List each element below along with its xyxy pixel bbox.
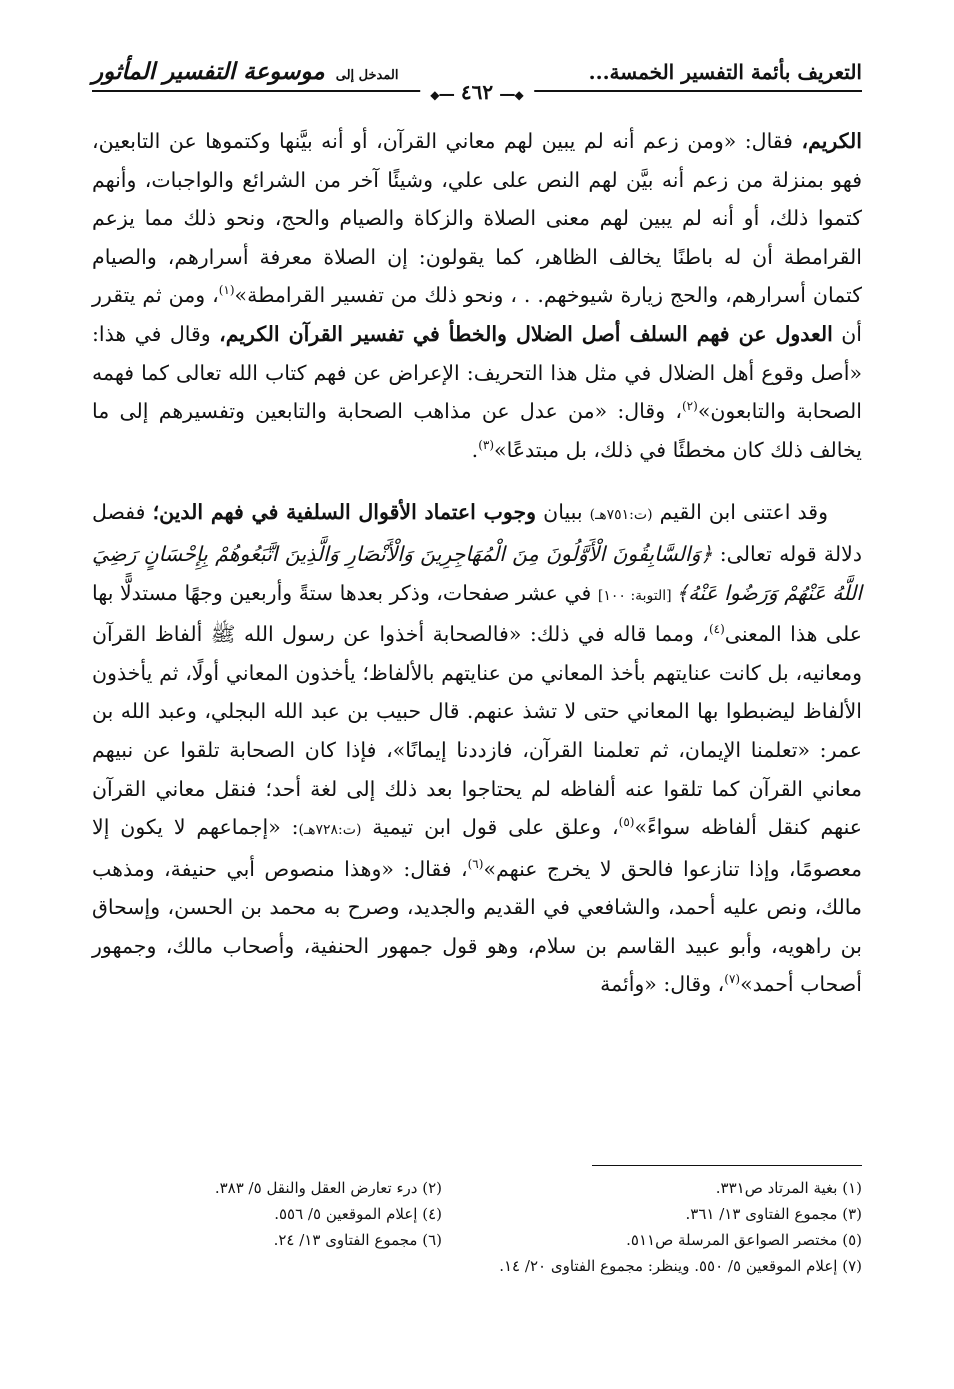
footnote-1: (١) بغية المرتاد ص٣٣١. xyxy=(715,1179,862,1197)
running-header xyxy=(92,56,862,104)
footnote-4: (٤) إعلام الموقعين ٥/ ٥٥٦. xyxy=(274,1205,442,1223)
footnote-grid xyxy=(62,1175,862,1253)
text-run: ، وقال: «من عدل عن مذاهب الصحابة والتابعين وتفسيرهم إلى ما يخالف ذلك كان مخطئًا في ذلك، بل مبتدعًا» xyxy=(92,399,862,462)
book-name-calligraphy: موسوعة التفسير المأثور xyxy=(92,58,325,85)
text-run: فقال: «ومن زعم أنه لم يبين لهم معاني القرآن، أو أنه بيَّنها وكتموها عن التابعين، فهو بمنزلة من زعم أنه بيَّن لهم النص على علي، وشيئًا آخر من الشرائع والواجبات، وأنهم كتموا ذلك، أو أنه لم يبين لهم معنى الصلاة والزكاة والصيام والحج، ونحو ذلك مما يزعم القرامطة أن له باطنًا يخالف الظاهر، كما يقولون: إن الصلاة معرفة أسرارهم، والصيام كتمان أسرارهم، والحج زيارة شيوخهم. . ، ونحو ذلك من تفسير القرامطة» xyxy=(92,129,862,308)
footnote-marker[interactable]: (٦) xyxy=(467,856,484,871)
death-date: (ت:٧٥١هـ) xyxy=(589,507,653,524)
main-text xyxy=(92,122,862,1004)
footnote-2: (٢) درء تعارض العقل والنقل ٥/ ٣٨٣. xyxy=(214,1179,442,1197)
text-run: ببيان xyxy=(536,500,590,525)
bold-phrase: الكريم، xyxy=(801,129,862,153)
text-run: ، ومما قاله في ذلك: «فالصحابة أخذوا عن رسول الله ﷺ ألفاظ القرآن ومعانيه، بل كانت عنايتهم بأخذ المعاني من عنايتهم بالألفاظ؛ يأخذون المعاني أولًا، ثم يأخذون الألفاظ ليضبطوا بها المعاني حتى لا تشذ عنهم. قال حبيب بن عبد الله البجلي، وعبد الله بن عمر: «تعلمنا الإيمان، ثم تعلمنا القرآن، فازددنا إيمانًا»، فإذا كان الصحابة تلقوا عن نبيهم معاني القرآن كما تلقوا عنه ألفاظه لم يحتاجوا بعد ذلك إلى لغة أحد؛ فنقل معاني القرآن عنهم كنقل ألفاظه سواءً» xyxy=(92,622,862,840)
footnote-marker[interactable]: (٢) xyxy=(681,399,698,414)
ornament-right-icon: ◆━━ xyxy=(500,88,524,102)
text-run: ، وعلق على قول ابن تيمية xyxy=(361,815,619,840)
text-run: ، وقال: «وأئمة xyxy=(600,972,725,997)
footnote-marker[interactable]: (٥) xyxy=(618,815,635,830)
page-number-box xyxy=(420,80,534,104)
footnote-marker[interactable]: (٣) xyxy=(478,437,495,452)
text-run: وقد اعتنى ابن القيم xyxy=(652,500,828,525)
footnote-divider xyxy=(592,1165,862,1166)
paragraph-1 xyxy=(92,122,862,469)
chapter-title: التعريف بأئمة التفسير الخمسة... xyxy=(588,60,862,84)
bold-phrase: العدول عن فهم السلف أصل الضلال والخطأ في تفسير القرآن الكريم، xyxy=(219,321,833,346)
footnotes xyxy=(62,1175,862,1279)
text-run: ، فقال: «وهذا منصوص أبي حنيفة، ومذهب مالك، ونص عليه أحمد، والشافعي في القديم والجديد، وصرح به محمد بن الحسن، وإسحاق بن راهويه، وأبو عبيد القاسم بن سلام، وهو قول جمهور الحنفية، وأصحاب مالك، وجمهور أصحاب أحمد» xyxy=(92,856,862,997)
text-run: وقال في هذا: «أصل وقوع أهل الضلال في مثل هذا التحريف: الإعراض عن فهم كتاب الله تعالى كما فهمه الصحابة والتابعون» xyxy=(92,321,862,424)
footnote-3: (٣) مجموع الفتاوى ١٣/ ٣٦١. xyxy=(685,1205,862,1223)
footnote-marker[interactable]: (٧) xyxy=(724,972,741,987)
footnote-7: (٧) إعلام الموقعين ٥/ ٥٥٠. وينظر: مجموع الفتاوى ٢٠/ ١٤. xyxy=(499,1257,862,1275)
footnote-marker[interactable]: (١) xyxy=(218,283,235,298)
book-intro-label: المدخل إلى xyxy=(335,68,399,83)
text-run: في عشر صفحات، وذكر بعدها ستةً وأربعين وجهًا مستدلًّا بها على هذا المعنى xyxy=(92,580,862,647)
footnote-5: (٥) مختصر الصواعق المرسلة ص٥١١. xyxy=(626,1231,862,1249)
book-title xyxy=(92,58,398,85)
death-date: (ت:٧٢٨هـ) xyxy=(298,822,362,839)
page-number: ٤٦٢ xyxy=(460,80,494,104)
paragraph-2 xyxy=(92,493,862,1004)
text-run: ففصل دلالة قوله تعالى: xyxy=(92,500,862,566)
footnote-6: (٦) مجموع الفتاوى ١٣/ ٢٤. xyxy=(273,1231,442,1249)
text-run: : «إجماعهم لا يكون إلا معصومًا، وإذا تنازعوا فالحق لا يخرج عنهم» xyxy=(92,815,862,881)
footnote-marker[interactable]: (٤) xyxy=(708,622,725,637)
text-run: . xyxy=(471,437,479,462)
quran-verse: ﴿وَالسَّابِقُونَ الْأَوَّلُونَ مِنَ الْمُهَاجِرِينَ وَالْأَنْصَارِ وَالَّذِينَ اتَّبَعُوهُمْ بِإِحْسَانٍ رَضِيَ اللَّهُ عَنْهُمْ وَرَضُوا عَنْهُ﴾ xyxy=(92,541,862,605)
bold-phrase: وجوب اعتماد الأقوال السلفية في فهم الدين؛ xyxy=(152,500,537,525)
ornament-left-icon: ━━◆ xyxy=(430,88,454,102)
text-run: ، ومن ثم يتقرر أن xyxy=(92,283,862,346)
verse-reference: [التوبة: ١٠٠] xyxy=(597,587,677,604)
